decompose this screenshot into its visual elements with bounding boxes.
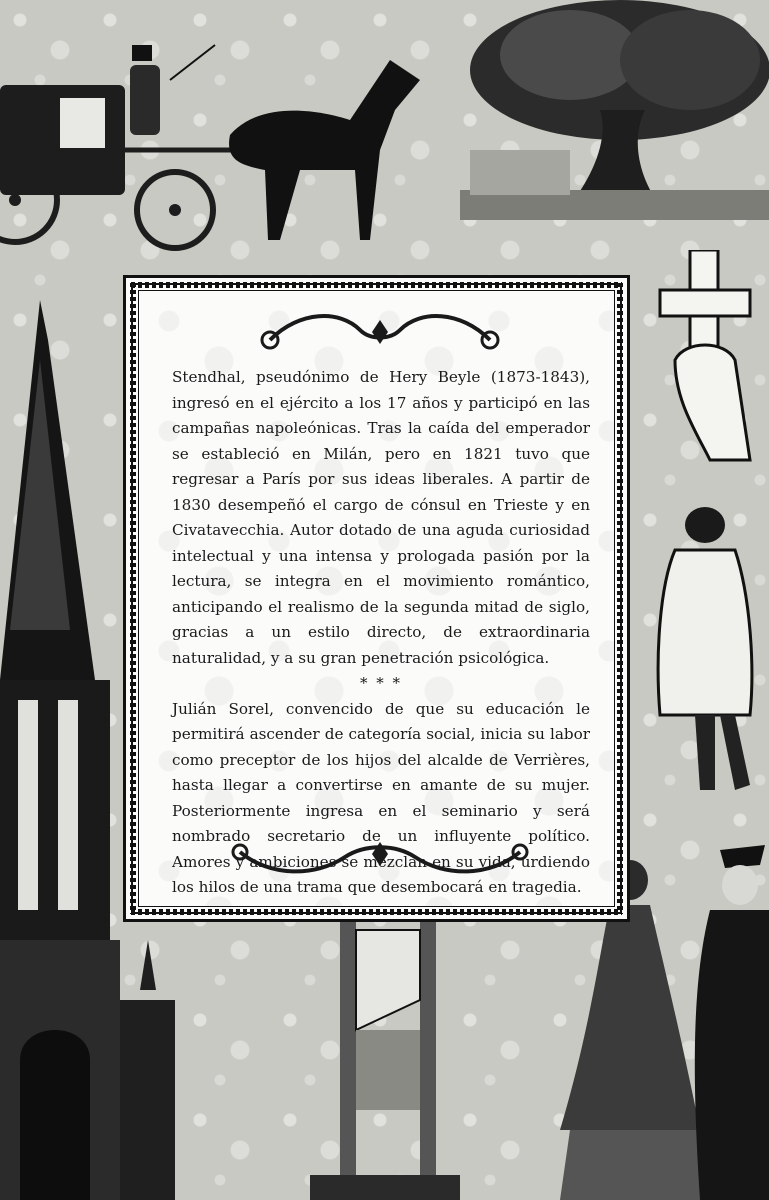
back-cover-text	[172, 365, 590, 901]
section-separator: * * *	[359, 674, 403, 692]
hand-holding-cross-icon	[655, 250, 765, 465]
guillotine-icon	[310, 890, 460, 1200]
horse-carriage-icon	[0, 40, 430, 260]
frame-border-top	[131, 282, 622, 288]
oak-tree-icon	[460, 0, 769, 220]
walking-man-icon	[640, 505, 769, 795]
frame-border-right	[617, 283, 623, 914]
frame-border-left	[130, 283, 136, 914]
top-flourish-icon	[250, 300, 510, 360]
frame-border-bottom	[131, 909, 622, 915]
book-synopsis: Julián Sorel, convencido de que su educación le permitirá ascender de categoría social, inicia su labor como preceptor de los hijos del alcalde de Verrières, hasta llegar a convertirse en amante de su mujer. Posteriormente ingresa en el seminario y será nombrado secretario de un influyente político. Amores y ambiciones se mezclan en su vida, urdiendo los hilos de una trama que desembocará en tragedia.	[172, 699, 590, 896]
author-biography: Stendhal, pseudónimo de Hery Beyle (1873-1843), ingresó en el ejército a los 17 años y participó en las campañas napoleónicas. Tras la caída del emperador se estableció en Milán, pero en 1821 tuvo que regresar a París por sus ideas liberales. A partir de 1830 desempeñó el cargo de cónsul en Trieste y en Civatavecchia. Autor dotado de una aguda curiosidad intelectual y una intensa y prologada pasión por la lectura, se integra en el movimiento romántico, anticipando el realismo de la segunda mitad de siglo, gracias a un estilo directo, de extraordinaria naturalidad, y a su gran penetración psicológica.	[172, 368, 590, 667]
